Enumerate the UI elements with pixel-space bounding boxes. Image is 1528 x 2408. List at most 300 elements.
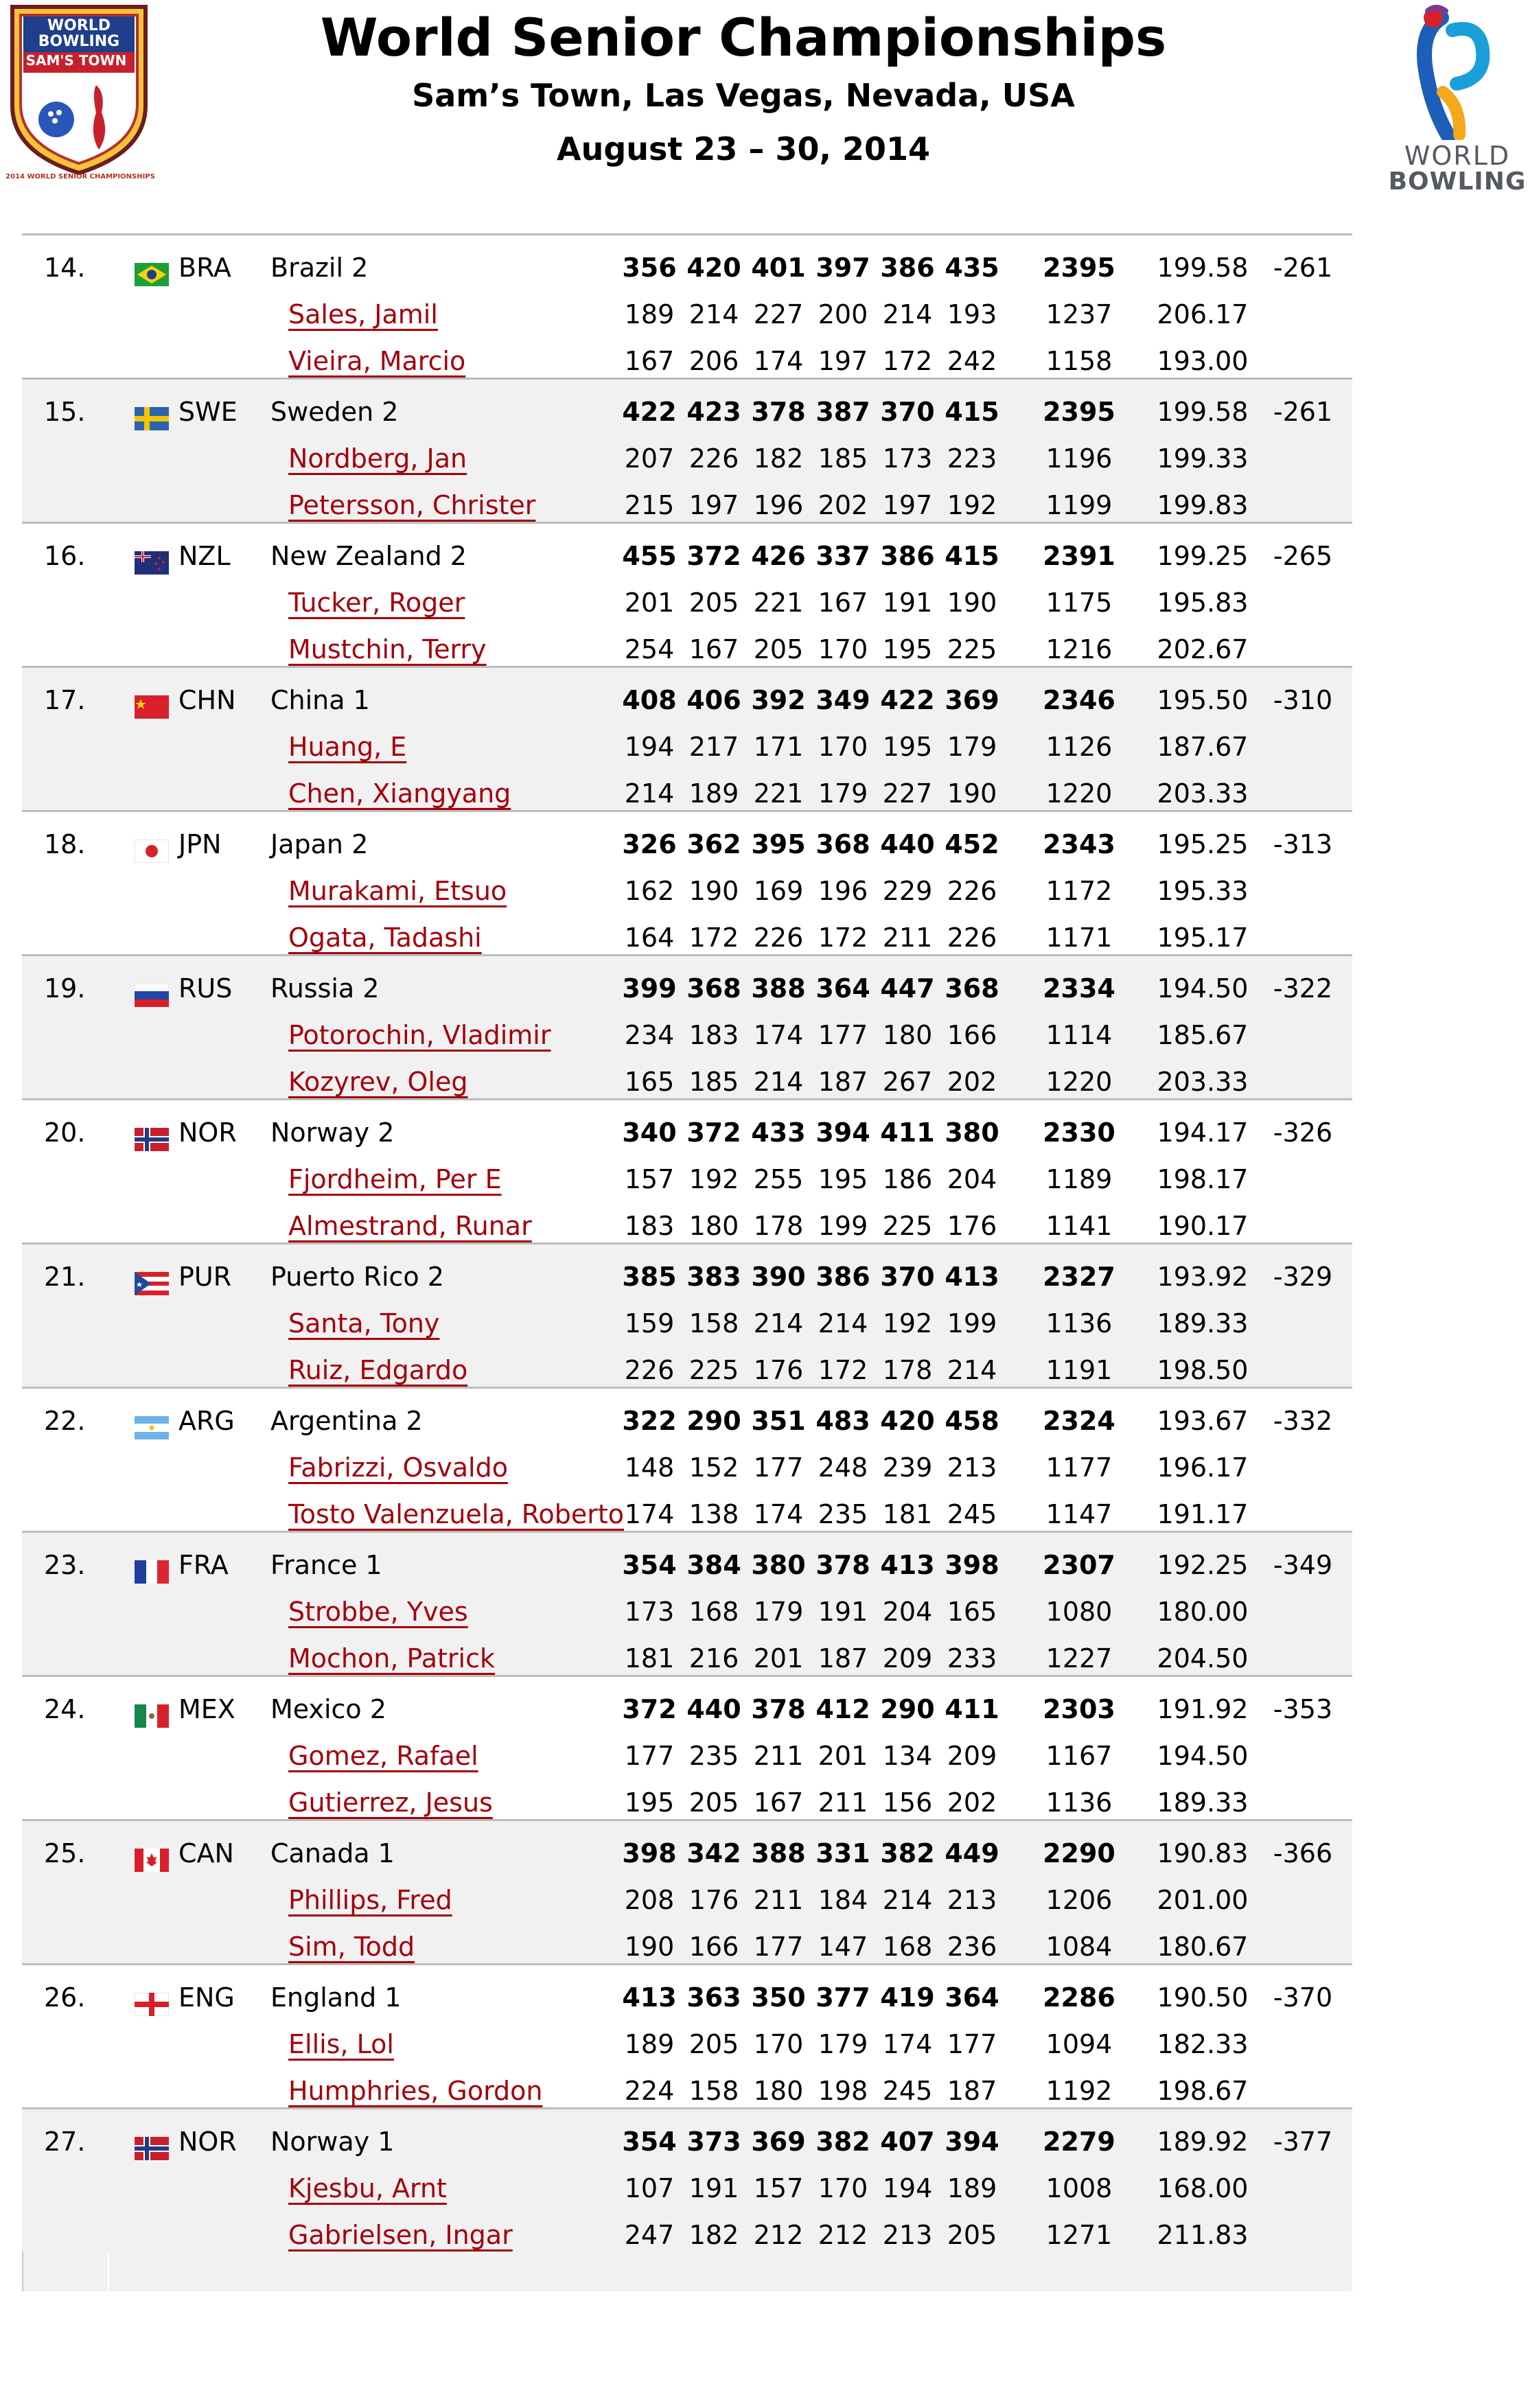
player-game-score: 201 — [624, 588, 675, 618]
player-game-score: 209 — [882, 1643, 933, 1674]
player-game-score: 207 — [624, 443, 675, 474]
team-total: 2327 — [1043, 1262, 1115, 1292]
player-game-score: 189 — [624, 299, 675, 329]
player-game-score: 157 — [624, 1164, 675, 1194]
player-game-score: 221 — [753, 588, 804, 618]
team-rank: 21. — [44, 1262, 86, 1292]
team-game-score: 419 — [880, 1982, 935, 2013]
team-total: 2346 — [1043, 685, 1115, 715]
team-total: 2330 — [1043, 1118, 1115, 1148]
team-game-score: 342 — [686, 1838, 741, 1868]
player-name-link[interactable]: Ogata, Tadashi — [288, 923, 482, 953]
player-game-score: 214 — [753, 1308, 804, 1339]
player-game-score: 205 — [688, 588, 739, 618]
team-total: 2395 — [1043, 253, 1115, 283]
team-difference: -349 — [1273, 1550, 1333, 1580]
team-rank: 26. — [44, 1982, 86, 2013]
player-game-score: 167 — [818, 588, 868, 618]
player-game-score: 134 — [882, 1741, 933, 1771]
player-name-link[interactable]: Chen, Xiangyang — [288, 778, 511, 809]
player-game-score: 225 — [947, 634, 997, 664]
team-total: 2290 — [1043, 1838, 1115, 1868]
team-game-score: 382 — [815, 2127, 870, 2157]
team-rank: 27. — [44, 2127, 86, 2157]
team-difference: -332 — [1273, 1406, 1333, 1436]
player-total: 1227 — [1045, 1643, 1113, 1674]
left-logo-ring-text: 2014 WORLD SENIOR CHAMPIONSHIPS — [5, 173, 155, 181]
player-game-score: 166 — [688, 1932, 739, 1962]
player-name-link[interactable]: Gabrielsen, Ingar — [288, 2220, 513, 2250]
team-name: Norway 2 — [270, 1118, 395, 1148]
team-game-score: 331 — [815, 1838, 870, 1868]
team-game-score: 413 — [945, 1262, 999, 1292]
team-game-score: 458 — [945, 1406, 999, 1436]
team-game-score: 372 — [686, 541, 741, 571]
country-code: CAN — [178, 1838, 234, 1868]
player-average: 180.67 — [1157, 1932, 1249, 1962]
player-game-score: 217 — [688, 732, 739, 762]
team-difference: -353 — [1273, 1694, 1333, 1724]
team-block — [22, 810, 1352, 954]
player-game-score: 184 — [818, 1885, 868, 1915]
team-row — [22, 244, 1352, 291]
team-separator — [22, 1242, 1352, 1244]
player-game-score: 199 — [947, 1308, 997, 1339]
player-row — [22, 2021, 1352, 2068]
player-game-score: 167 — [688, 634, 739, 664]
team-game-score: 449 — [945, 1838, 999, 1868]
team-separator — [22, 666, 1352, 668]
player-game-score: 178 — [753, 1211, 804, 1241]
team-game-score: 388 — [751, 1838, 806, 1868]
player-name-link[interactable]: Mochon, Patrick — [288, 1643, 495, 1674]
team-game-score: 378 — [751, 1694, 806, 1724]
player-total: 1189 — [1045, 1164, 1113, 1194]
dates-subtitle: August 23 – 30, 2014 — [557, 130, 930, 167]
team-difference: -313 — [1273, 829, 1333, 859]
player-game-score: 214 — [624, 778, 675, 809]
team-block — [22, 1387, 1352, 1531]
player-name-link[interactable]: Kozyrev, Oleg — [288, 1067, 468, 1097]
team-total: 2307 — [1043, 1550, 1115, 1580]
player-game-score: 235 — [688, 1741, 739, 1771]
team-total: 2324 — [1043, 1406, 1115, 1436]
team-rank: 20. — [44, 1118, 86, 1148]
player-game-score: 187 — [818, 1067, 868, 1097]
player-total: 1114 — [1045, 1020, 1113, 1050]
team-game-score: 382 — [880, 1838, 935, 1868]
team-game-score: 290 — [880, 1694, 935, 1724]
team-game-score: 435 — [945, 253, 999, 283]
player-row — [22, 2212, 1352, 2258]
team-rank: 25. — [44, 1838, 86, 1868]
team-separator — [22, 1675, 1352, 1677]
player-game-score: 185 — [688, 1067, 739, 1097]
team-game-score: 326 — [622, 829, 677, 859]
player-game-score: 224 — [624, 2076, 675, 2106]
player-average: 182.33 — [1157, 2029, 1249, 2059]
player-game-score: 173 — [882, 443, 933, 474]
player-game-score: 190 — [947, 778, 997, 809]
team-game-score: 388 — [751, 973, 806, 1004]
player-average: 185.67 — [1157, 1020, 1249, 1050]
flag-brazil-icon — [135, 254, 169, 277]
player-game-score: 205 — [688, 2029, 739, 2059]
team-rank: 15. — [44, 397, 86, 427]
flag-norway-icon — [135, 2128, 169, 2151]
player-average: 199.83 — [1157, 490, 1249, 520]
player-game-score: 201 — [818, 1741, 868, 1771]
player-game-score: 196 — [818, 876, 868, 906]
player-total: 1147 — [1045, 1499, 1113, 1529]
player-average: 204.50 — [1157, 1643, 1249, 1674]
player-game-score: 239 — [882, 1452, 933, 1483]
player-game-score: 197 — [818, 346, 868, 376]
team-game-score: 373 — [686, 2127, 741, 2157]
team-game-score: 395 — [751, 829, 806, 859]
team-separator — [22, 954, 1352, 956]
country-code: FRA — [178, 1550, 229, 1580]
player-game-score: 162 — [624, 876, 675, 906]
player-game-score: 177 — [624, 1741, 675, 1771]
player-game-score: 192 — [882, 1308, 933, 1339]
player-game-score: 190 — [624, 1932, 675, 1962]
team-game-score: 370 — [880, 1262, 935, 1292]
player-average: 168.00 — [1157, 2173, 1249, 2203]
team-game-score: 368 — [686, 973, 741, 1004]
team-rank: 17. — [44, 685, 86, 715]
team-game-score: 413 — [880, 1550, 935, 1580]
player-average: 191.17 — [1157, 1499, 1249, 1529]
player-name-link[interactable]: Murakami, Etsuo — [288, 876, 507, 906]
player-total: 1158 — [1045, 346, 1113, 376]
team-game-score: 322 — [622, 1406, 677, 1436]
team-row — [22, 533, 1352, 579]
team-difference: -326 — [1273, 1118, 1333, 1148]
team-difference: -261 — [1273, 397, 1333, 427]
player-game-score: 179 — [818, 778, 868, 809]
player-game-score: 172 — [818, 1355, 868, 1385]
country-code: JPN — [178, 829, 222, 859]
team-game-score: 340 — [622, 1118, 677, 1148]
player-total: 1171 — [1045, 923, 1113, 953]
team-game-score: 411 — [945, 1694, 999, 1724]
team-game-score: 354 — [622, 1550, 677, 1580]
team-game-score: 386 — [815, 1262, 870, 1292]
team-average: 194.50 — [1157, 973, 1249, 1004]
player-game-score: 235 — [818, 1499, 868, 1529]
country-code: NOR — [178, 1118, 237, 1148]
team-name: Mexico 2 — [270, 1694, 386, 1724]
player-game-score: 148 — [624, 1452, 675, 1483]
flag-england-icon — [135, 1984, 169, 2007]
team-game-score: 447 — [880, 973, 935, 1004]
world-bowling-wordmark — [1387, 143, 1528, 195]
team-average: 199.58 — [1157, 253, 1249, 283]
team-block — [22, 954, 1352, 1098]
team-game-score: 385 — [622, 1262, 677, 1292]
team-difference: -370 — [1273, 1982, 1333, 2013]
player-game-score: 185 — [818, 443, 868, 474]
team-row — [22, 1974, 1352, 2021]
team-game-score: 368 — [945, 973, 999, 1004]
player-game-score: 248 — [818, 1452, 868, 1483]
player-name-link[interactable]: Gomez, Rafael — [288, 1741, 478, 1771]
player-total: 1220 — [1045, 1067, 1113, 1097]
player-game-score: 181 — [624, 1643, 675, 1674]
player-name-link[interactable]: Nordberg, Jan — [288, 443, 467, 474]
player-total: 1206 — [1045, 1885, 1113, 1915]
team-block — [22, 233, 1352, 378]
player-row — [22, 1444, 1352, 1491]
player-game-score: 205 — [947, 2220, 997, 2250]
player-average: 198.50 — [1157, 1355, 1249, 1385]
country-code: SWE — [178, 397, 238, 427]
player-game-score: 181 — [882, 1499, 933, 1529]
team-average: 195.50 — [1157, 685, 1249, 715]
team-game-score: 413 — [622, 1982, 677, 2013]
player-game-score: 180 — [882, 1020, 933, 1050]
player-name-link[interactable]: Vieira, Marcio — [288, 346, 466, 376]
team-game-score: 423 — [686, 397, 741, 427]
player-game-score: 170 — [818, 634, 868, 664]
player-game-score: 254 — [624, 634, 675, 664]
team-game-score: 350 — [751, 1982, 806, 2013]
team-game-score: 407 — [880, 2127, 935, 2157]
player-name-link[interactable]: Ruiz, Edgardo — [288, 1355, 468, 1385]
player-name-link[interactable]: Mustchin, Terry — [288, 634, 487, 664]
team-game-score: 392 — [751, 685, 806, 715]
team-block — [22, 1531, 1352, 1675]
player-game-score: 189 — [624, 2029, 675, 2059]
player-game-score: 168 — [688, 1597, 739, 1627]
player-name-link[interactable]: Phillips, Fred — [288, 1885, 452, 1915]
team-difference: -322 — [1273, 973, 1333, 1004]
team-game-score: 378 — [815, 1550, 870, 1580]
team-game-score: 426 — [751, 541, 806, 571]
team-game-score: 349 — [815, 685, 870, 715]
player-row — [22, 1588, 1352, 1635]
player-name-link[interactable]: Sales, Jamil — [288, 299, 438, 329]
team-game-score: 378 — [751, 397, 806, 427]
player-total: 1084 — [1045, 1932, 1113, 1962]
country-code: ENG — [178, 1982, 235, 2013]
team-block — [22, 2107, 1352, 2251]
team-block — [22, 1675, 1352, 1819]
player-game-score: 202 — [947, 1067, 997, 1097]
team-separator — [22, 810, 1352, 812]
team-separator — [22, 1387, 1352, 1389]
flag-japan-icon — [135, 831, 169, 854]
player-game-score: 197 — [688, 490, 739, 520]
player-name-link[interactable]: Almestrand, Runar — [288, 1211, 532, 1241]
player-game-score: 192 — [947, 490, 997, 520]
player-average: 203.33 — [1157, 1067, 1249, 1097]
player-game-score: 172 — [882, 346, 933, 376]
team-difference: -377 — [1273, 2127, 1333, 2157]
team-average: 190.83 — [1157, 1838, 1249, 1868]
player-game-score: 182 — [753, 443, 804, 474]
player-name-link[interactable]: Fjordheim, Per E — [288, 1164, 502, 1194]
team-game-score: 422 — [622, 397, 677, 427]
player-game-score: 229 — [882, 876, 933, 906]
left-logo-line1: WORLD — [47, 17, 111, 34]
team-difference: -329 — [1273, 1262, 1333, 1292]
player-average: 194.50 — [1157, 1741, 1249, 1771]
player-game-score: 191 — [688, 2173, 739, 2203]
player-game-score: 183 — [624, 1211, 675, 1241]
player-name-link[interactable]: Santa, Tony — [288, 1308, 440, 1339]
flag-puerto-rico-icon — [135, 1263, 169, 1286]
player-game-score: 190 — [947, 588, 997, 618]
team-row — [22, 389, 1352, 435]
player-average: 199.33 — [1157, 443, 1249, 474]
player-game-score: 186 — [882, 1164, 933, 1194]
team-game-score: 415 — [945, 397, 999, 427]
team-difference: -366 — [1273, 1838, 1333, 1868]
player-row — [22, 723, 1352, 770]
player-game-score: 214 — [947, 1355, 997, 1385]
team-name: Norway 1 — [270, 2127, 395, 2157]
player-name-link[interactable]: Strobbe, Yves — [288, 1597, 468, 1627]
flag-china-icon — [135, 686, 169, 710]
player-game-score: 225 — [882, 1211, 933, 1241]
team-name: Russia 2 — [270, 973, 380, 1004]
team-average: 190.50 — [1157, 1982, 1249, 2013]
team-game-score: 386 — [880, 541, 935, 571]
player-game-score: 179 — [818, 2029, 868, 2059]
player-name-link[interactable]: Potorochin, Vladimir — [288, 1020, 551, 1050]
team-average: 199.58 — [1157, 397, 1249, 427]
player-game-score: 242 — [947, 346, 997, 376]
player-name-link[interactable]: Ellis, Lol — [288, 2029, 394, 2059]
player-game-score: 177 — [753, 1932, 804, 1962]
player-game-score: 199 — [818, 1211, 868, 1241]
player-name-link[interactable]: Kjesbu, Arnt — [288, 2173, 447, 2203]
player-total: 1177 — [1045, 1452, 1113, 1483]
player-game-score: 227 — [882, 778, 933, 809]
country-code: MEX — [178, 1694, 235, 1724]
team-game-score: 337 — [815, 541, 870, 571]
team-game-score: 411 — [880, 1118, 935, 1148]
player-game-score: 226 — [753, 923, 804, 953]
flag-argentina-icon — [135, 1407, 169, 1431]
brand-line2: BOWLING — [1388, 167, 1527, 196]
player-game-score: 226 — [947, 876, 997, 906]
team-game-score: 363 — [686, 1982, 741, 2013]
player-game-score: 195 — [882, 732, 933, 762]
team-total: 2334 — [1043, 973, 1115, 1004]
player-name-link[interactable]: Tosto Valenzuela, Roberto — [288, 1499, 625, 1529]
player-name-link[interactable]: Gutierrez, Jesus — [288, 1787, 493, 1818]
player-game-score: 174 — [753, 346, 804, 376]
team-game-score: 354 — [622, 2127, 677, 2157]
player-total: 1141 — [1045, 1211, 1113, 1241]
player-game-score: 174 — [882, 2029, 933, 2059]
team-separator — [22, 1819, 1352, 1821]
player-game-score: 158 — [688, 2076, 739, 2106]
player-total: 1196 — [1045, 443, 1113, 474]
team-average: 192.25 — [1157, 1550, 1249, 1580]
team-average: 193.67 — [1157, 1406, 1249, 1436]
team-block — [22, 1963, 1352, 2107]
team-game-score: 455 — [622, 541, 677, 571]
player-game-score: 178 — [882, 1355, 933, 1385]
player-game-score: 255 — [753, 1164, 804, 1194]
player-total: 1199 — [1045, 490, 1113, 520]
player-name-link[interactable]: Sim, Todd — [288, 1932, 415, 1962]
player-game-score: 156 — [882, 1787, 933, 1818]
player-average: 189.33 — [1157, 1787, 1249, 1818]
team-total: 2279 — [1043, 2127, 1115, 2157]
player-name-link[interactable]: Humphries, Gordon — [288, 2076, 543, 2106]
player-game-score: 213 — [882, 2220, 933, 2250]
player-game-score: 226 — [624, 1355, 675, 1385]
team-name: Canada 1 — [270, 1838, 395, 1868]
team-name: New Zealand 2 — [270, 541, 467, 571]
player-game-score: 221 — [753, 778, 804, 809]
team-average: 191.92 — [1157, 1694, 1249, 1724]
player-name-link[interactable]: Tucker, Roger — [288, 588, 465, 618]
country-code: RUS — [178, 973, 233, 1004]
team-game-score: 356 — [622, 253, 677, 283]
country-code: CHN — [178, 685, 236, 715]
team-average: 199.25 — [1157, 541, 1249, 571]
team-game-score: 386 — [880, 253, 935, 283]
player-game-score: 164 — [624, 923, 675, 953]
player-average: 193.00 — [1157, 346, 1249, 376]
team-block — [22, 1242, 1352, 1387]
player-game-score: 189 — [947, 2173, 997, 2203]
player-game-score: 179 — [947, 732, 997, 762]
player-game-score: 180 — [688, 1211, 739, 1241]
team-row — [22, 1686, 1352, 1733]
team-game-score: 398 — [622, 1838, 677, 1868]
team-separator — [22, 522, 1352, 524]
player-game-score: 214 — [753, 1067, 804, 1097]
player-game-score: 168 — [882, 1932, 933, 1962]
team-game-score: 383 — [686, 1262, 741, 1292]
player-game-score: 171 — [753, 732, 804, 762]
player-average: 211.83 — [1157, 2220, 1249, 2250]
player-total: 1271 — [1045, 2220, 1113, 2250]
player-total: 1175 — [1045, 588, 1113, 618]
team-game-score: 364 — [945, 1982, 999, 2013]
team-difference: -265 — [1273, 541, 1333, 571]
player-average: 198.67 — [1157, 2076, 1249, 2106]
player-game-score: 176 — [688, 1885, 739, 1915]
player-game-score: 214 — [882, 1885, 933, 1915]
team-block — [22, 1098, 1352, 1242]
team-separator — [22, 378, 1352, 380]
player-game-score: 179 — [753, 1597, 804, 1627]
team-name: Puerto Rico 2 — [270, 1262, 444, 1292]
player-game-score: 182 — [688, 2220, 739, 2250]
player-game-score: 177 — [753, 1452, 804, 1483]
player-game-score: 174 — [624, 1499, 675, 1529]
player-name-link[interactable]: Huang, E — [288, 732, 407, 762]
team-game-score: 362 — [686, 829, 741, 859]
player-average: 190.17 — [1157, 1211, 1249, 1241]
player-total: 1191 — [1045, 1355, 1113, 1385]
team-rank: 24. — [44, 1694, 86, 1724]
player-name-link[interactable]: Petersson, Christer — [288, 490, 536, 520]
player-name-link[interactable]: Fabrizzi, Osvaldo — [288, 1452, 508, 1483]
player-game-score: 215 — [624, 490, 675, 520]
team-name: Brazil 2 — [270, 253, 369, 283]
team-game-score: 364 — [815, 973, 870, 1004]
player-average: 206.17 — [1157, 299, 1249, 329]
